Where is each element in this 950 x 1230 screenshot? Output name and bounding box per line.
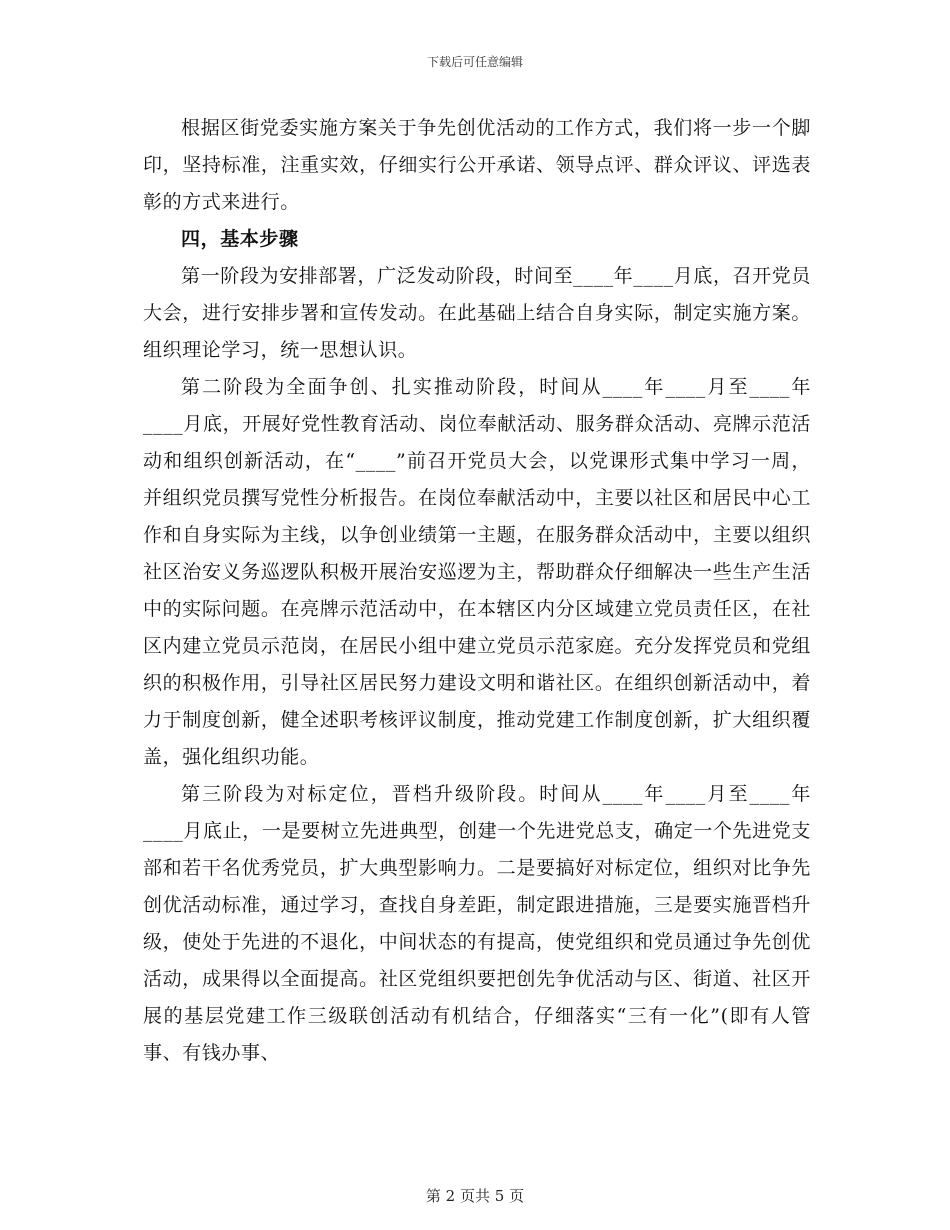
section-heading-basic-steps: 四，基本步骤 [181,228,299,250]
document-body [143,110,811,1072]
paragraph-stage-one: 第一阶段为安排部署，广泛发动阶段，时间至____年____月底，召开党员大会，进行安排步署和宣传发动。在此基础上结合自身实际，制定实施方案。组织理论学习，统一思想认识。 [143,265,811,361]
paragraph-stage-two: 第二阶段为全面争创、扎实推动阶段，时间从____年____月至____年____月底，开展好党性教育活动、岗位奉献活动、服务群众活动、亮牌示范活动和组织创新活动，在“____”前召开党员大会，以党课形式集中学习一周，并组织党员撰写党性分析报告。在岗位奉献活动中，主要以社区和居民中心工作和自身实际为主线，以争创业绩第一主题，在服务群众活动中，主要以组织社区治安义务巡逻队积极开展治安巡逻为主，帮助群众仔细解决一些生产生活中的实际问题。在亮牌示范活动中，在本辖区内分区域建立党员责任区，在社区内建立党员示范岗，在居民小组中建立党员示范家庭。充分发挥党员和党组织的积极作用，引导社区居民努力建设文明和谐社区。在组织创新活动中，着力于制度创新，健全述职考核评议制度，推动党建工作制度创新，扩大组织覆盖，强化组织功能。 [143,376,811,768]
page-footer: 第 2 页共 5 页 [425,1187,525,1205]
page-header: 下载后可任意编辑 [426,55,523,69]
paragraph-work-method: 根据区街党委实施方案关于争先创优活动的工作方式，我们将一步一个脚印，坚持标准，注重实效，仔细实行公开承诺、领导点评、群众评议、评选表彰的方式来进行。 [143,117,811,213]
paragraph-stage-three: 第三阶段为对标定位，晋档升级阶段。时间从____年____月至____年____月底止，一是要树立先进典型，创建一个先进党总支，确定一个先进党支部和若干名优秀党员，扩大典型影响力。二是要搞好对标定位，组织对比争先创优活动标准，通过学习，查找自身差距，制定跟进措施，三是要实施晋档升级，使处于先进的不退化，中间状态的有提高，使党组织和党员通过争先创优活动，成果得以全面提高。社区党组织要把创先争优活动与区、街道、社区开展的基层党建工作三级联创活动有机结合，仔细落实“三有一化”(即有人管事、有钱办事、 [143,783,811,1064]
